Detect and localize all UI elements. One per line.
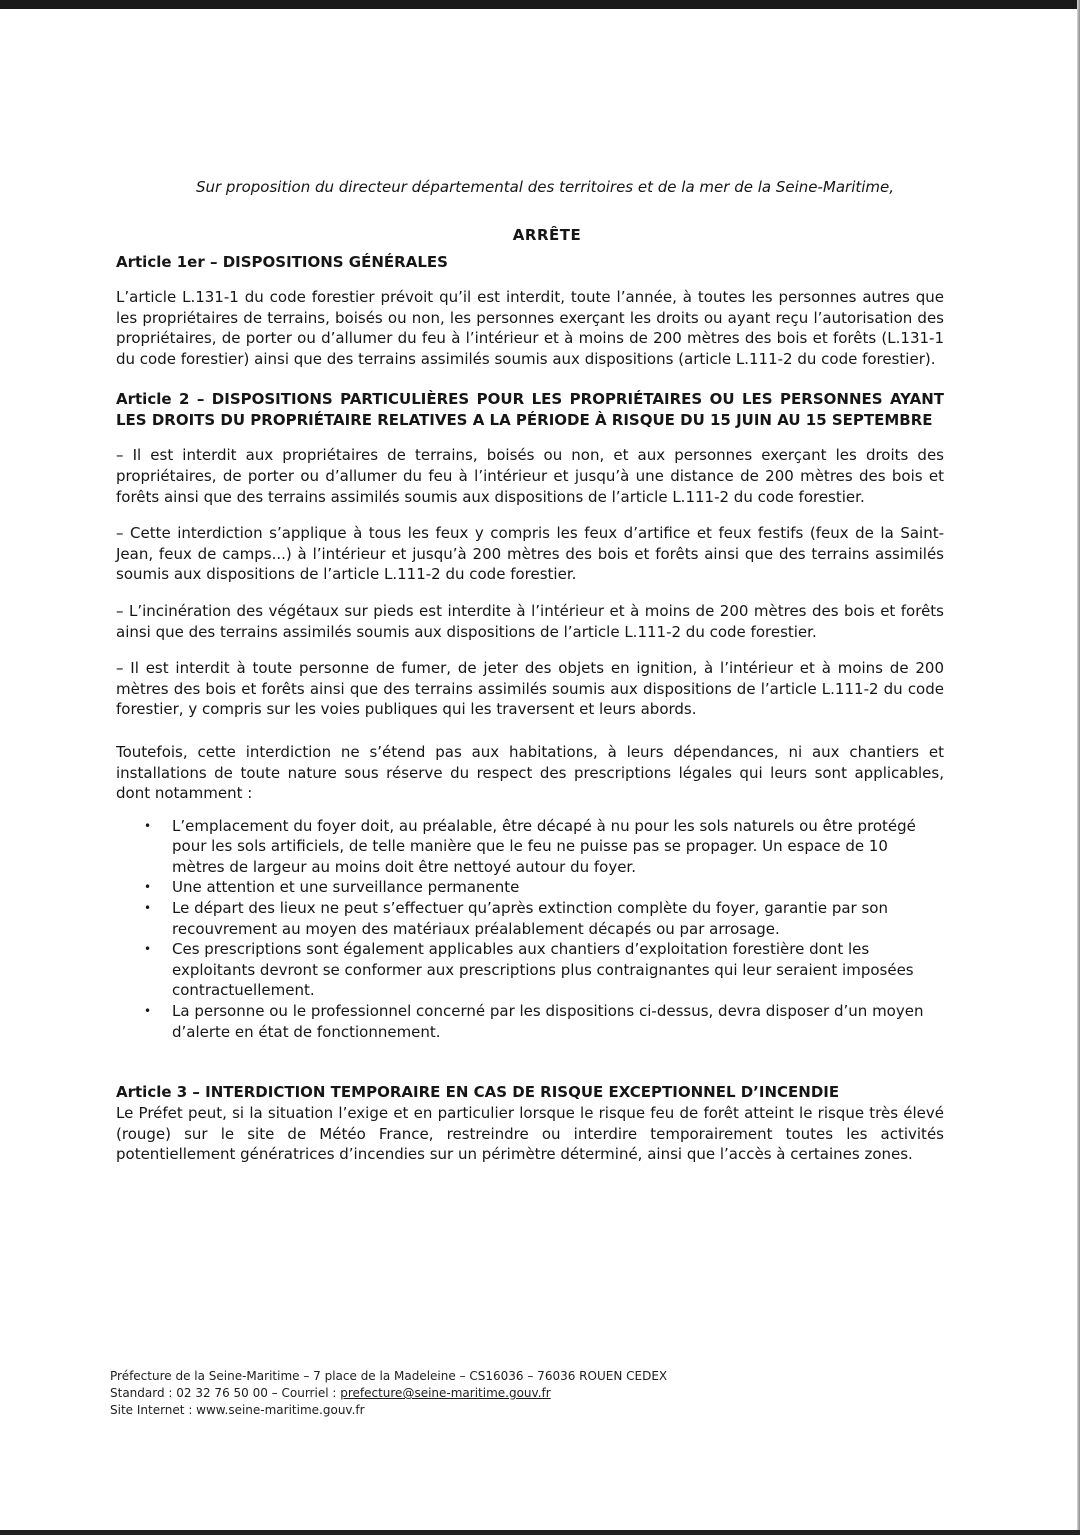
- article-1-heading: Article 1er – DISPOSITIONS GÉNÉRALES: [116, 253, 448, 271]
- article-2-heading: Article 2 – DISPOSITIONS PARTICULIÈRES POUR LES PROPRIÉTAIRES OU LES PERSONNES AYANT LES DROITS DU PROPRIÉTAIRE RELATIVES A LA PÉRIODE À RISQUE DU 15 JUIN AU 15 SEPTEMBRE: [116, 390, 944, 430]
- footer-contact: [110, 1385, 667, 1402]
- footer-website: Site Internet : www.seine-maritime.gouv.fr: [110, 1403, 365, 1417]
- page-footer: [110, 1368, 667, 1419]
- article-3-body: Le Préfet peut, si la situation l’exige et en particulier lorsque le risque feu de forêt atteint le risque très élevé (rouge) sur le site de Météo France, restreindre ou interdire temporairement toutes les activités potentiellement génératrices d’incendies sur un périmètre déterminé, ainsi que l’accès à certaines zones.: [116, 1104, 944, 1164]
- list-item: [116, 939, 944, 1001]
- footer-email-link[interactable]: prefecture@seine-maritime.gouv.fr: [340, 1386, 551, 1400]
- article-2-exception: Toutefois, cette interdiction ne s’étend pas aux habitations, à leurs dépendances, ni aux chantiers et installations de toute nature sous réserve du respect des prescriptions légales qui leurs sont applicables, dont notamment :: [116, 742, 944, 803]
- bullet-icon: •: [144, 818, 152, 833]
- article-1: [110, 252, 944, 369]
- list-item-text: Une attention et une surveillance permanente: [172, 878, 520, 897]
- scan-top-edge: [0, 0, 1080, 9]
- prescriptions-list: [116, 816, 944, 1043]
- list-item: [116, 816, 944, 878]
- scan-bottom-edge: [0, 1530, 1080, 1535]
- article-1-body: L’article L.131-1 du code forestier prévoit qu’il est interdit, toute l’année, à toutes les personnes autres que les propriétaires de terrains, boisés ou non, les personnes exerçant les droits ou ayant reçu l’autorisation des propriétaires, de porter ou d’allumer du feu à l’intérieur et à moins de 200 mètres des bois et forêts (L.131-1 du code forestier) ainsi que des terrains assimilés soumis aux dispositions (article L.111-2 du code forestier).: [116, 288, 944, 368]
- list-item: [116, 1001, 944, 1042]
- list-item-text: L’emplacement du foyer doit, au préalable, être décapé à nu pour les sols naturels ou être protégé pour les sols artificiels, de telle manière que le feu ne puisse pas se propager. Un espace de 10 mètres de largeur au moins doit être nettoyé autour du foyer.: [172, 816, 916, 876]
- article-2-paragraph: – L’incinération des végétaux sur pieds est interdite à l’intérieur et à moins de 200 mètres des bois et forêts ainsi que des terrains assimilés soumis aux dispositions de l’article L.111-2 du code forestier.: [116, 601, 944, 641]
- list-item: [116, 877, 944, 898]
- list-item: [116, 898, 944, 939]
- bullet-icon: •: [144, 942, 152, 957]
- intro-line: Sur proposition du directeur départemental des territoires et de la mer de la Seine-Maritime,: [195, 178, 895, 196]
- article-2-paragraph: – Il est interdit à toute personne de fumer, de jeter des objets en ignition, à l’intérieur et à moins de 200 mètres des bois et forêts ainsi que des terrains assimilés soumis aux dispositions de l’article L.111-2 du code forestier, y compris sur les voies publiques qui les traversent et leurs abords.: [116, 659, 944, 719]
- footer-standard: Standard : 02 32 76 50 00 – Courriel :: [110, 1386, 341, 1400]
- article-3-heading: Article 3 – INTERDICTION TEMPORAIRE EN CAS DE RISQUE EXCEPTIONNEL D’INCENDIE: [116, 1083, 840, 1102]
- article-2-paragraph: – Il est interdit aux propriétaires de terrains, boisés ou non, et aux personnes exerçant les droits des propriétaires, de porter ou d’allumer du feu à l’intérieur et jusqu’à une distance de 200 mètres des bois et forêts ainsi que des terrains assimilés soumis aux dispositions de l’article L.111-2 du code forestier.: [116, 446, 944, 506]
- list-item-text: Le départ des lieux ne peut s’effectuer qu’après extinction complète du foyer, garantie par son recouvrement au moyen des matériaux préalablement décapés ou par arrosage.: [172, 899, 888, 938]
- bullet-icon: •: [144, 901, 152, 916]
- article-2: [110, 389, 944, 1042]
- document-page: [110, 176, 944, 1181]
- bullet-icon: •: [144, 880, 152, 895]
- list-item-text: Ces prescriptions sont également applicables aux chantiers d’exploitation forestière dont les exploitants devront se conformer aux prescriptions plus contraignantes qui leur seraient imposées contractuellement.: [172, 940, 914, 1000]
- list-item-text: La personne ou le professionnel concerné par les dispositions ci-dessus, devra disposer d’un moyen d’alerte en état de fonctionnement.: [172, 1002, 924, 1041]
- footer-address: Préfecture de la Seine-Maritime – 7 place de la Madeleine – CS16036 – 76036 ROUEN CEDEX: [110, 1369, 668, 1383]
- decree-title: ARRÊTE: [512, 226, 582, 244]
- bullet-icon: •: [144, 1004, 152, 1019]
- article-3: [110, 1082, 944, 1165]
- article-2-paragraph: – Cette interdiction s’applique à tous les feux y compris les feux d’artifice et feux festifs (feux de la Saint-Jean, feux de camps...) à l’intérieur et jusqu’à 200 mètres des bois et forêts ainsi que des terrains assimilés soumis aux dispositions de l’article L.111-2 du code forestier.: [116, 524, 944, 584]
